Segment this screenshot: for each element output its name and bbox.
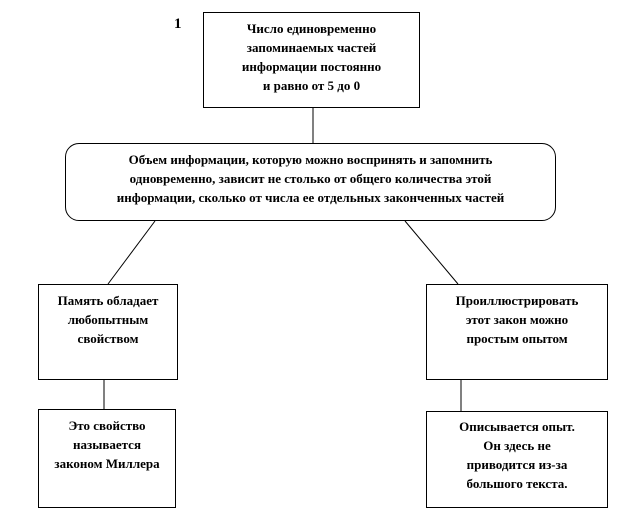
top-box bbox=[203, 12, 420, 108]
text-line: большого текста. bbox=[466, 476, 568, 491]
right-box-2 bbox=[426, 411, 608, 508]
text-line: законом Миллера bbox=[54, 456, 160, 471]
connector-center-left bbox=[108, 221, 155, 284]
text-line: одновременно, зависит не столько от общего количества этой bbox=[129, 171, 492, 186]
text-line: Память обладает bbox=[57, 293, 159, 308]
text-line: Объем информации, которую можно воспринять и запомнить bbox=[128, 152, 493, 167]
text-line: Он здесь не bbox=[483, 438, 551, 453]
text-line: Проиллюстрировать bbox=[455, 293, 579, 308]
right-box-1 bbox=[426, 284, 608, 380]
left-box-1 bbox=[38, 284, 178, 380]
diagram-number: 1 bbox=[174, 16, 182, 32]
text-line: простым опытом bbox=[466, 331, 568, 346]
text-line: информации, сколько от числа ее отдельных законченных частей bbox=[116, 190, 505, 205]
text-line: этот закон можно bbox=[465, 312, 569, 327]
connector-center-right bbox=[405, 221, 458, 284]
text-line: свойством bbox=[77, 331, 139, 346]
left-box-2 bbox=[38, 409, 176, 508]
text-line: запоминаемых частей bbox=[246, 40, 377, 55]
center-box bbox=[65, 143, 556, 221]
text-line: Описывается опыт. bbox=[459, 419, 575, 434]
text-line: информации постоянно bbox=[241, 59, 382, 74]
text-line: приводится из-за bbox=[466, 457, 568, 472]
text-line: Это свойство bbox=[68, 418, 146, 433]
text-line: называется bbox=[72, 437, 141, 452]
text-line: и равно от 5 до 0 bbox=[262, 78, 361, 93]
text-line: Число единовременно bbox=[246, 21, 377, 36]
text-line: любопытным bbox=[67, 312, 149, 327]
